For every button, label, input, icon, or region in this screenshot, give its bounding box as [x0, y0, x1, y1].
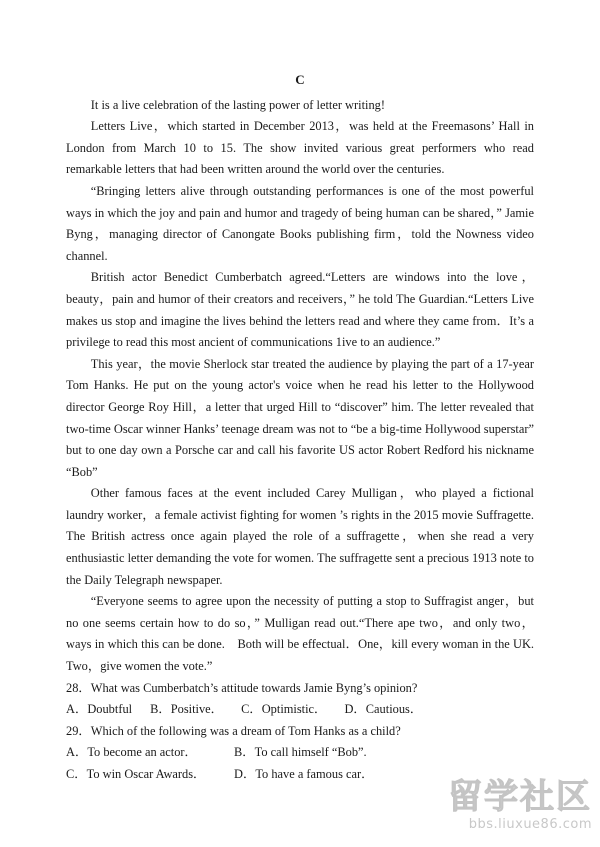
question-28-options	[66, 699, 534, 721]
question-29-option-a: A．To become an actor．	[66, 745, 197, 760]
paragraph-3: “Bringing letters alive through outstanding performances is one of the most powerful ways in which the joy and pain and humor and tragedy of being human can be shared，” Jamie Byng，managing director of Canongate Books publishing firm，told the Nowness video channel.	[66, 183, 534, 263]
question-29-option-d: D．To have a famous car．	[234, 767, 374, 781]
question-29-option-c: C．To win Oscar Awards．	[66, 767, 206, 781]
paragraph-5: This year，the movie Sherlock star treated the audience by playing the part of a 17-year Tom Hanks. He put on the young actor's voice when he read his letter to the Hollywood director George Roy Hill，a letter that urged Hill to “discover” him. The letter revealed that two-time Oscar winner Hanks’ teenage dream was not to “be a big-time Hollywood superstar” but to one day own a Porsche car and call his favorite US actor Robert Redford his nickname “Bob”	[66, 356, 534, 479]
watermark-logo: 留学社区	[448, 777, 592, 817]
question-28-option-d: D．Cautious．	[344, 702, 423, 717]
question-28-option-b: B．Positive．	[150, 702, 224, 717]
question-29-options-row-1	[66, 742, 534, 764]
site-watermark	[414, 777, 592, 839]
paragraph-1: It is a live celebration of the lasting power of letter writing!	[90, 97, 385, 112]
question-29-stem: 29．Which of the following was a dream of Tom Hanks as a child?	[66, 723, 401, 738]
question-28-stem: 28．What was Cumberbatch’s attitude towards Jamie Byng’s opinion?	[66, 680, 418, 695]
paragraph-7: “Everyone seems to agree upon the necessity of putting a stop to Suffragist anger，but no one seems certain how to do so，” Mulligan read out.“There ape two，and only two，ways in which this can be done. Both will be effectual．One，kill every woman in the UK. Two，give women the vote.”	[66, 594, 547, 674]
paragraph-6: Other famous faces at the event included Carey Mulligan，who played a fictional laundry worker，a female activist fighting for women ’s rights in the 2015 movie Suffragette. The British actress once again played the role of a suffragette，when she read a very enthusiastic letter demanding the vote for women. The suffragette sent a precious 1913 note to the Daily Telegraph newspaper.	[66, 486, 534, 587]
section-label: C	[295, 72, 305, 87]
exam-passage	[66, 69, 547, 786]
paragraph-2: Letters Live，which started in December 2013，was held at the Freemasons’ Hall in London from March 10 to 15. The show invited various great performers who read remarkable letters that had been written around the world over the centuries.	[66, 119, 534, 177]
question-28-option-a: A．Doubtful	[66, 702, 133, 717]
watermark-url: bbs.liuxue86.com	[468, 817, 592, 832]
paragraph-4: British actor Benedict Cumberbatch agreed.“Letters are windows into the love，beauty，pain and humor of their creators and receivers，” he told The Guardian.“Letters Live makes us stop and imagine the lives behind the letters read and where they came from．It’s a privilege to read this most ancient of communications 1ive to an audience.”	[66, 270, 534, 350]
question-29-option-b: B．To call himself “Bob”.	[234, 745, 367, 760]
question-28-option-c: C．Optimistic．	[241, 702, 327, 717]
